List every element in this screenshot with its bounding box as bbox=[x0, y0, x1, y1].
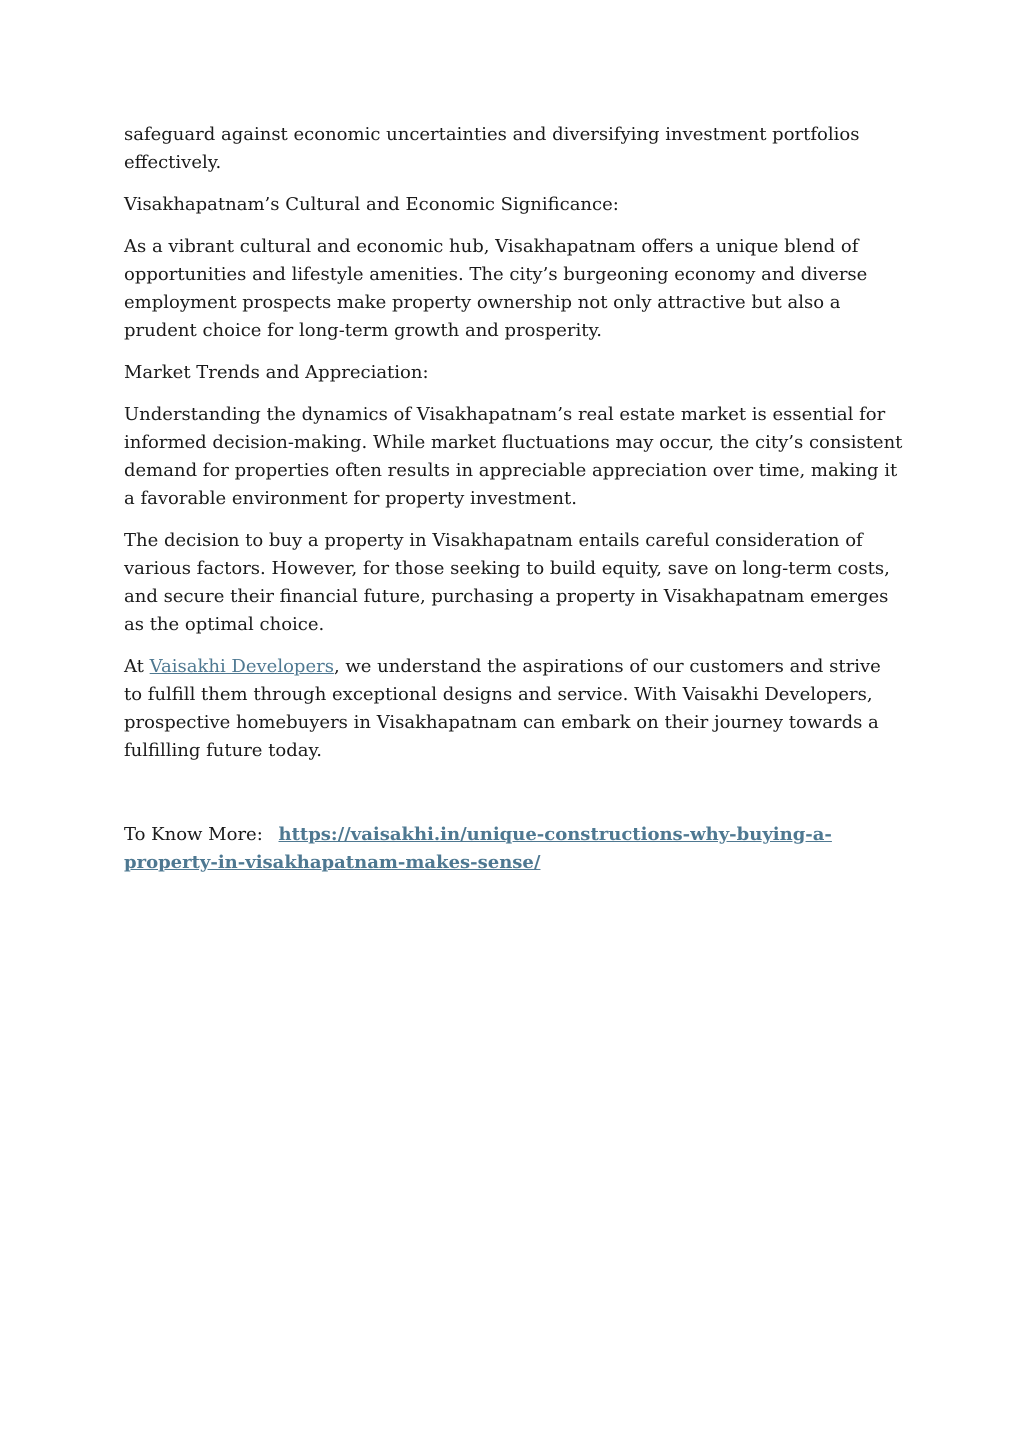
know-more-line bbox=[124, 821, 904, 877]
vaisakhi-developers-link[interactable]: Vaisakhi Developers bbox=[149, 656, 334, 677]
heading-market-trends: Market Trends and Appreciation: bbox=[124, 362, 429, 383]
paragraph-intro: safeguard against economic uncertainties and diversifying investment portfolios effectively. bbox=[124, 124, 860, 173]
know-more-url-link[interactable]: https://vaisakhi.in/unique-constructions-why-buying-a-property-in-visakhapatnam-makes-sense/ bbox=[124, 824, 832, 873]
paragraph-market: Understanding the dynamics of Visakhapatnam’s real estate market is essential for informed decision-making. While market fluctuations may occur, the city’s consistent demand for properties often results in appreciable appreciation over time, making it a favorable environment for property investment. bbox=[124, 404, 903, 509]
document-body bbox=[124, 121, 904, 891]
paragraph-cultural: As a vibrant cultural and economic hub, Visakhapatnam offers a unique blend of opportunities and lifestyle amenities. The city’s burgeoning economy and diverse employment prospects make property ownership not only attractive but also a prudent choice for long-term growth and prosperity. bbox=[124, 236, 868, 341]
vaisakhi-prefix: At bbox=[124, 656, 150, 677]
spacer bbox=[124, 779, 904, 821]
paragraph-decision: The decision to buy a property in Visakhapatnam entails careful consideration of various factors. However, for those seeking to build equity, save on long-term costs, and secure their financial future, purchasing a property in Visakhapatnam emerges as the optimal choice. bbox=[124, 530, 890, 635]
paragraph-vaisakhi bbox=[124, 653, 904, 765]
know-more-label: To Know More: bbox=[124, 824, 263, 845]
vaisakhi-rest: , we understand the aspirations of our customers and strive to fulfill them through exceptional designs and service. With Vaisakhi Developers, prospective homebuyers in Visakhapatnam can embark on their journey towards a fulfilling future today. bbox=[124, 656, 881, 761]
heading-cultural-significance: Visakhapatnam’s Cultural and Economic Significance: bbox=[124, 194, 619, 215]
